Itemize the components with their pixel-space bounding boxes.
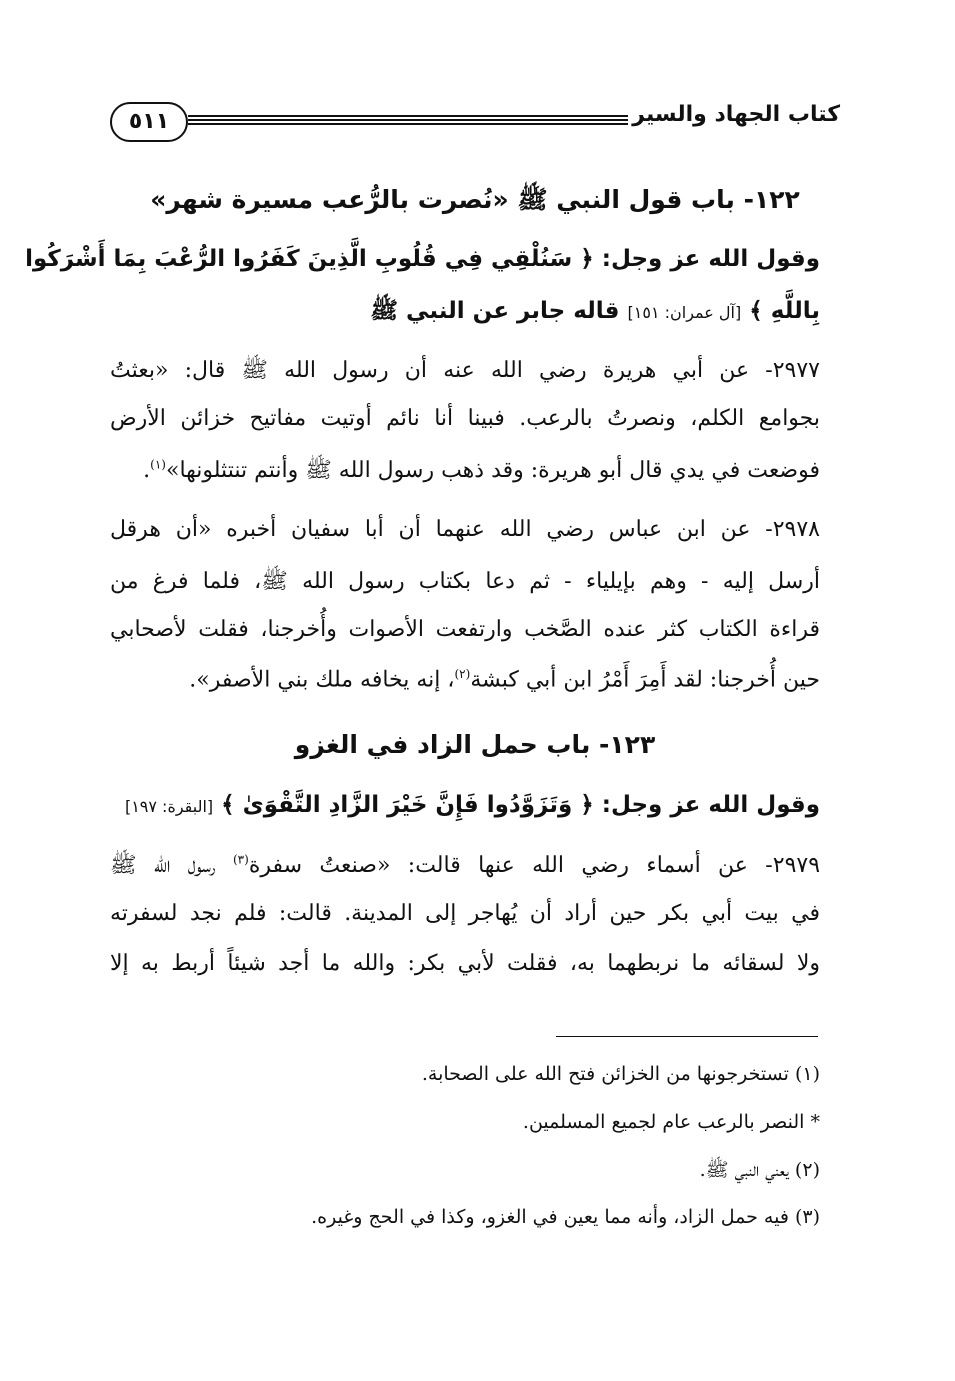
footnote-ref-3: (٣) — [232, 852, 249, 867]
page-number: ٥١١ — [110, 102, 188, 142]
section-122-attribution: قاله جابر عن النبي ﷺ — [370, 298, 620, 324]
hadith-2979-line: ولا لسقائه ما نربطهما به، فقلت لأبي بكر: والله ما أجد شيئاً أربط به إلا — [110, 951, 820, 976]
section-123-verse-ref: [البقرة: ١٩٧] — [124, 797, 214, 816]
footnote-separator — [556, 1036, 818, 1037]
hadith-2978-line: قراءة الكتاب كثر عنده الصَّخب وارتفعت الأصوات وأُخرجنا، فقلت لأصحابي — [110, 617, 820, 642]
hadith-2978-line: أرسل إليه - وهم بإيلياء - ثم دعا بكتاب رسول الله ﷺ، فلما فرغ من — [110, 569, 820, 594]
footnote-ref-1: (١) — [150, 457, 166, 472]
footnote-ref-2: (٢) — [454, 667, 471, 681]
section-122-verse-line1: وقول الله عز وجل: ﴿ سَنُلْقِي فِي قُلُوبِ الَّذِينَ كَفَرُوا الرُّعْبَ بِمَا أَشْرَكُوا — [25, 246, 820, 272]
section-122-heading: ١٢٢- باب قول النبي ﷺ «نُصرت بالرُّعب مسيرة شهر» — [150, 185, 800, 214]
section-123-verse — [110, 792, 820, 818]
hadith-2977-line: فوضعت في يدي قال أبو هريرة: وقد ذهب رسول الله ﷺ وأنتم تنتثلونها»$^{(١)}$. — [143, 457, 820, 483]
footnote: (٣) فيه حمل الزاد، وأنه مما يعين في الغزو، وكذا في الحج وغيره. — [311, 1206, 820, 1228]
section-123-verse-text: وقول الله عز وجل: ﴿ وَتَزَوَّدُوا فَإِنَّ خَيْرَ الزَّادِ التَّقْوَىٰ ﴾ — [221, 792, 820, 818]
hadith-2979-line: ٢٩٧٩- عن أسماء رضي الله عنها قالت: «صنعتُ سفرة$^{(٣)}$ رسول الله ﷺ — [110, 852, 821, 878]
hadith-2978-line: حين أُخرجنا: لقد أَمِرَ أَمْرُ ابن أبي كبشة$^{(٢)}$، إنه يخافه ملك بني الأصفر». — [189, 667, 820, 693]
header-rule — [188, 115, 628, 126]
footnote: (١) تستخرجونها من الخزائن فتح الله على الصحابة. — [421, 1063, 820, 1085]
footnote: * النصر بالرعب عام لجميع المسلمين. — [522, 1111, 820, 1133]
hadith-2978-line: ٢٩٧٨- عن ابن عباس رضي الله عنهما أن أبا سفيان أخبره «أن هرقل — [110, 517, 820, 542]
section-123-heading: ١٢٣- باب حمل الزاد في الغزو — [294, 730, 656, 759]
hadith-2977-line: بجوامع الكلم، ونصرتُ بالرعب. فبينا أنا نائم أوتيت مفاتيح خزائن الأرض — [110, 406, 820, 431]
section-122-verse-line2 — [110, 296, 820, 330]
book-title: كتاب الجهاد والسير — [632, 102, 840, 127]
section-122-verse-ref: [آل عمران: ١٥١] — [627, 303, 742, 322]
hadith-2977-line: ٢٩٧٧- عن أبي هريرة رضي الله عنه أن رسول الله ﷺ قال: «بعثتُ — [110, 358, 820, 383]
hadith-2979-line: في بيت أبي بكر حين أراد أن يُهاجر إلى المدينة. قالت: فلم نجد لسفرته — [110, 901, 820, 926]
section-122-verse-end: بِاللَّهِ ﴾ — [749, 298, 820, 324]
footnote: (٢) يعني النبي ﷺ. — [699, 1159, 820, 1181]
running-header — [110, 100, 840, 146]
